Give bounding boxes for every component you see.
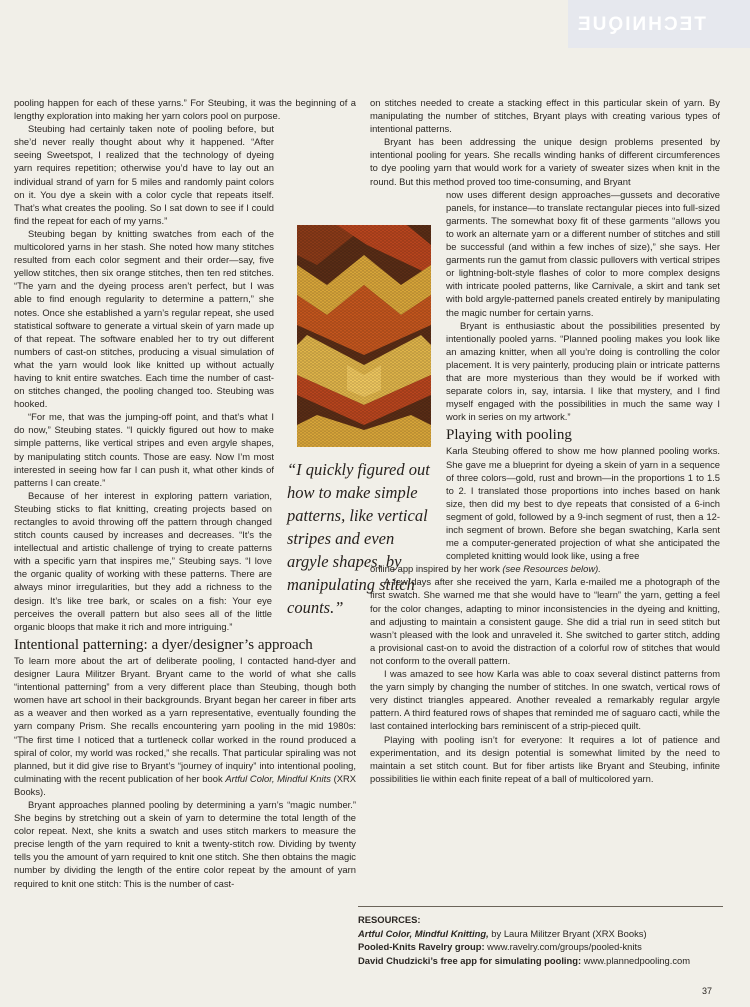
resource-link[interactable]: www.ravelry.com/groups/pooled-knits <box>484 941 642 952</box>
paragraph: Bryant has been addressing the unique design problems presented by intentional pooling for years. She recalls winding hanks of different circumferences to dye pooling yarn that would work for a variety of sweater sizes when knit in the round. But this method proved too time-consuming, and Bryant <box>370 136 720 187</box>
paragraph <box>14 654 356 798</box>
paragraph: Bryant is enthusiastic about the possibilities presented by intentionally pooled yarns. “Planned pooling makes you look like an amazing knitter, when all you’re doing is controlling the color placement. It is very painterly, producing plain or intricate patterns that are more mysterious than they would be if worked with separate colors in, say, intarsia. I like that mystery, and I find myself engaged with the possibilities in much the same way I work in series on my artwork.” <box>446 319 720 423</box>
paragraph: pooling happen for each of these yarns.” For Steubing, it was the beginning of a lengthy exploration into making her yarn colors pool on purpose. <box>14 97 356 122</box>
resource-title: Pooled-Knits Ravelry group: <box>358 941 485 952</box>
resource-item <box>358 940 723 954</box>
resource-item <box>358 927 723 941</box>
resource-link[interactable]: www.plannedpooling.com <box>581 954 691 966</box>
paragraph: Steubing had certainly taken note of pooling before, but she’d never really thought about why it happened. “After seeing Sweetspot, I realized that the technology of dyeing yarn requires repetition; otherwise you’d have to lay out an individual strand of yarn for 5 miles and randomly paint colors on it. You dye a skein with a color cycle that repeats itself. That’s what creates the pooling. So I sat down to see if I could find the repeat for each of my yarns.” <box>14 123 274 226</box>
resource-title: David Chudzicki’s free app for simulating pooling: <box>358 954 582 966</box>
pull-quote: “I quickly figured out how to make simple patterns, like vertical stripes and even argyle shapes, by manipulating stitch counts.” <box>287 460 430 617</box>
paragraph: Steubing began by knitting swatches from each of the multicolored yarns in her stash. She noted how many stitches resulted from each color segment and their order—say, five yellow stitches, then six orange stitches, then ten red stitches. “The yarn and the dyeing process aren’t perfect, but I was able to find enough regularity to determine a pattern,” she notes. Once she established a yarn’s regular repeat, she used statistical software to generate a virtual skein of yarn made up of that repeat. The software enabled her to try out different numbers of cast-on stitches, producing a visual simulation of what the yarn would look like knitted up without actually having to knit entire swatches. Each time the number of cast-on stitches changed, the pooling changed too. Steubing was hooked. <box>14 227 274 410</box>
paragraph <box>370 562 720 575</box>
resource-item <box>358 954 723 968</box>
page-number: 37 <box>702 986 713 996</box>
section-heading: Intentional patterning: a dyer/designer’s approach <box>14 636 313 653</box>
resource-detail: by Laura Militzer Bryant (XRX Books) <box>488 927 647 939</box>
section-tab <box>568 0 750 48</box>
paragraph: Because of her interest in exploring pattern variation, Steubing sticks to flat knitting, creating projects based on rectangles to avoid throwing off the pattern through changed stitch counts caused by increases and decreases. “It’s the intellectual and artistic challenge of trying to create patterns with a specific yarn that inspires me,” Steubing says. “I love the organic quality of working with these patterns. There are always minor irregularities, but they add a richness to the design. It’s like tree bark, or scales on a fish: Your eye perceives the overall pattern but also sees all of the little organic bloops that make it rich and more intriguing.” <box>14 489 272 632</box>
resource-title: Artful Color, Mindful Knitting, <box>358 927 489 939</box>
paragraph-text: online app inspired by her work <box>370 563 503 575</box>
paragraph: A few days after she received the yarn, Karla e-mailed me a photograph of the first swatch. She warned me that she would have to “learn” the yarn, getting a feel for the color changes, adapting to minor inconsistencies in the dyeing and knitting, and adjusting to maintain a consistent gauge. She did a trial run in seed stitch but wasn’t pleased with the look and unraveled it. She switched to garter stitch, adding a provisional cast-on to avoid the distraction of a colorful row of stitches that would not conform to the overall pattern. <box>370 576 720 666</box>
paragraph: Bryant approaches planned pooling by determining a yarn’s “magic number.” She begins by stretching out a skein of yarn to determine the total length of the color repeat. Next, she knits a swatch and uses stitch markers to measure the precise length of the yarn required to knit a twenty-stitch row. Dividing by twenty tells you the amount of yarn required to knit one stitch. She then obtains the magic number by dividing the length of the entire color repeat by the amount of yarn required to knit one stitch: This is the number of cast- <box>14 798 356 889</box>
book-title: Artful Color, Mindful Knits <box>225 772 331 784</box>
paragraph: “For me, that was the jumping-off point, and that’s what I do now,” Steubing states. “I quickly figured out how to make simple patterns, like vertical stripes and even argyle shapes, by manipulating stitch counts. Those are easy. Now I’m most interested in seeing how far I can push it, what other kinds of patterns I can create.” <box>14 411 274 488</box>
paragraph: Playing with pooling isn’t for everyone: It requires a lot of patience and experimentation, and its design potential is somewhat limited by the need to maintain a set stitch count. But for fiber artists like Bryant and Steubing, infinite possibilities lie within each finite repeat of a ball of multicolored yarn. <box>370 733 720 784</box>
paragraph: Karla Steubing offered to show me how planned pooling works. She gave me a blueprint for dyeing a skein of yarn in a sequence of three colors—gold, rust and brown—in the proportions 1 to 1.5 to 2. I translated those proportions into inches based on hank size, then did my best to dye repeats that consisted of a 6-inch segment of gold, followed by a 9-inch segment of rust, then a 12-inch segment of brown. Before she began swatching, Karla sent me a computer-generated projection of what she anticipated the completed knitting would look like, using a free <box>446 445 720 562</box>
paragraph: now uses different design approaches—gussets and decorative panels, for instance—to translate rectangular pieces into full-sized garments. The somewhat boxy fit of these garments “allows you to work an alternate yarn or a different number of stitches and still be successful (and within a few inches of size),” she says. Her garments run the gamut from classic pullovers with vertical stripes or lightning-bolt-style flashes of color to more complex designs with intricate pooled patterns, like Carnivale, a skirt and tank set with bold argyle-patterned panels created entirely by manipulating the magic number for certain yarns. <box>446 188 720 318</box>
paragraph: on stitches needed to create a stacking effect in this particular skein of yarn. By manipulating the number of stitches, Bryant plays with creating various types of intentional patterns. <box>370 97 720 135</box>
wrapped-text <box>446 188 720 563</box>
paragraph-text: To learn more about the art of deliberate pooling, I contacted hand-dyer and designer Laura Militzer Bryant. Bryant came to the world of what she calls “intentional patterning” from a very different place than Steubing, though both women have art school in their backgrounds. Bryant began her career in fiber arts as a weaver and then worked as a yarn representative, eventually founding the yarn company Prism. She recalls encountering yarn pooling in the mid 1980s: “The first time I noticed that a turtleneck collar worked in the round produced a spiral of color, my world was rocked,” she recalls. That particular spiraling was not planned, but it did give rise to Bryant’s “journey of inquiry” into intentional pooling, culminating with the recent publication of her book <box>14 654 356 784</box>
resources-reference: (see Resources below). <box>502 563 601 575</box>
right-column <box>370 96 720 785</box>
resources-heading: RESOURCES: <box>358 914 421 925</box>
playing-heading: Playing with pooling <box>446 427 572 444</box>
resources-box <box>358 906 723 967</box>
paragraph: I was amazed to see how Karla was able to coax several distinct patterns from the yarn simply by changing the number of stitches. In one swatch, vertical rows of very distinct triangles appeared. Another revealed a remarkably regular argyle pattern. A third featured rows of shapes that reminded me of saguaro cacti, while the last contained interlocking bars reminiscent of a strip-pieced quilt. <box>370 668 720 732</box>
paragraph-text: (XRX Books). <box>14 772 356 797</box>
section-tab-label: TECHNIQUE <box>576 14 706 35</box>
